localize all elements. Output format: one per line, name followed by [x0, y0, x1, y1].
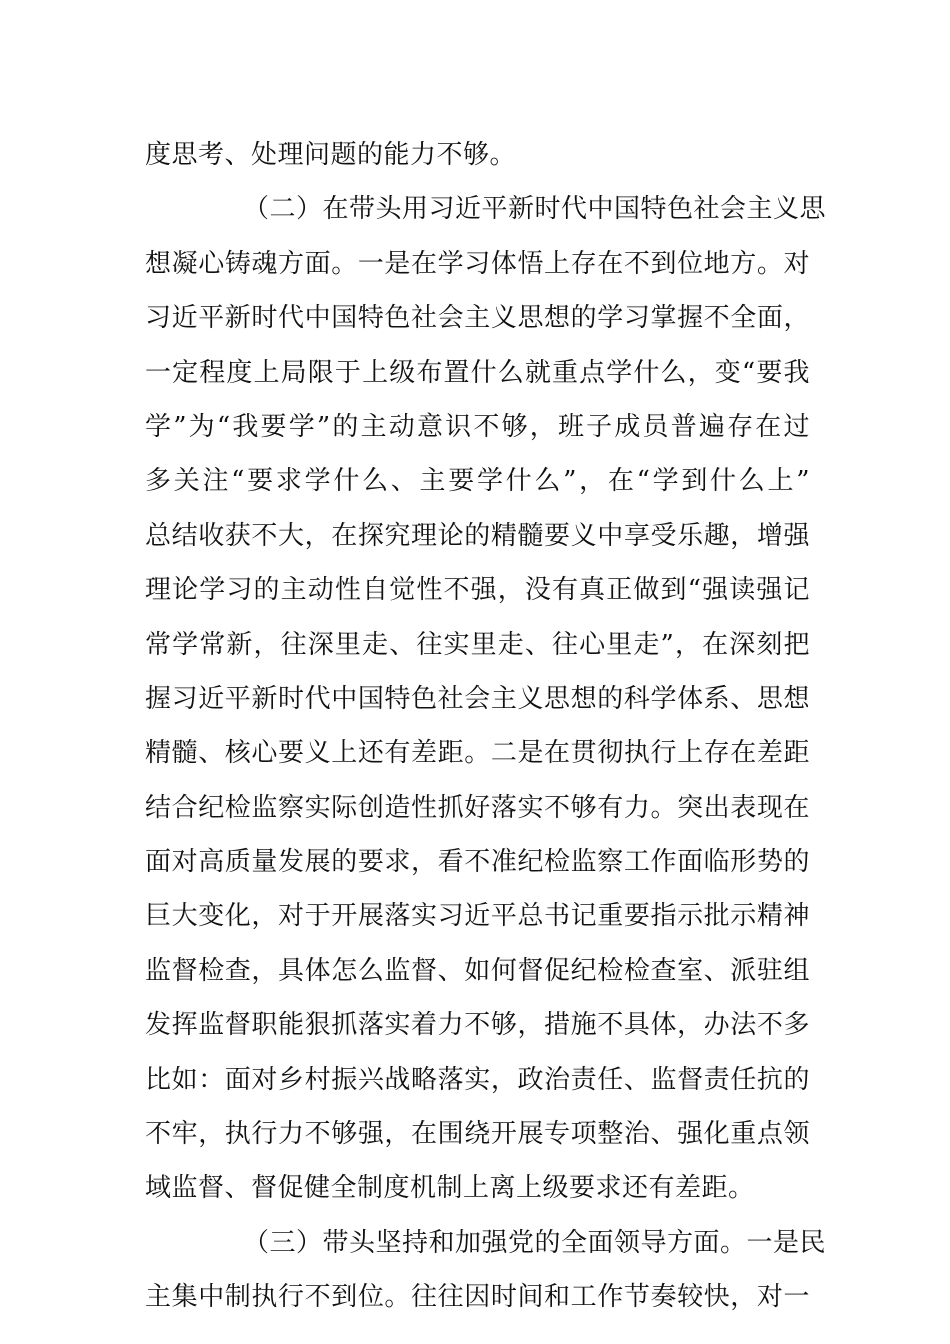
text-line: 巨大变化，对于开展落实习近平总书记重要指示批示精神	[145, 901, 810, 932]
text-line: 监督检查，具体怎么监督、如何督促纪检检查室、派驻组	[145, 955, 810, 986]
text-line: 学”为“我要学”的主动意识不够，班子成员普遍存在过	[145, 411, 810, 442]
text-line: 习近平新时代中国特色社会主义思想的学习掌握不全面，	[145, 303, 810, 334]
text-line: 比如：面对乡村振兴战略落实，政治责任、监督责任抗的	[145, 1064, 810, 1095]
text-line: 总结收获不大，在探究理论的精髓要义中享受乐趣，增强	[145, 520, 810, 551]
text-line: 精髓、核心要义上还有差距。二是在贯彻执行上存在差距	[145, 738, 810, 769]
text-line: 多关注“要求学什么、主要学什么”，在“学到什么上”	[145, 466, 810, 497]
section-heading-line: （二）在带头用习近平新时代中国特色社会主义思	[243, 194, 827, 225]
text-line: 面对高质量发展的要求，看不准纪检监察工作面临形势的	[145, 847, 810, 878]
text-line: 度思考、处理问题的能力不够。	[145, 140, 517, 170]
text-line: 主集中制执行不到位。往往因时间和工作节奏较快，对一	[145, 1282, 810, 1313]
text-line: 结合纪检监察实际创造性抓好落实不够有力。突出表现在	[145, 792, 810, 823]
text-line: 理论学习的主动性自觉性不强，没有真正做到“强读强记	[145, 575, 810, 606]
text-line: 握习近平新时代中国特色社会主义思想的科学体系、思想	[145, 683, 810, 714]
text-line: 想凝心铸魂方面。一是在学习体悟上存在不到位地方。对	[145, 248, 810, 279]
text-line: 不牢，执行力不够强，在围绕开展专项整治、强化重点领	[145, 1119, 810, 1150]
text-line: 常学常新，往深里走、往实里走、往心里走”，在深刻把	[145, 629, 810, 660]
text-line: 一定程度上局限于上级布置什么就重点学什么，变“要我	[145, 357, 810, 388]
text-line: 发挥监督职能狠抓落实着力不够，措施不具体，办法不多	[145, 1010, 810, 1041]
document-body	[145, 128, 827, 1325]
text-line: 域监督、督促健全制度机制上离上级要求还有差距。	[145, 1173, 755, 1204]
section-heading-line: （三）带头坚持和加强党的全面领导方面。一是民	[243, 1227, 827, 1258]
